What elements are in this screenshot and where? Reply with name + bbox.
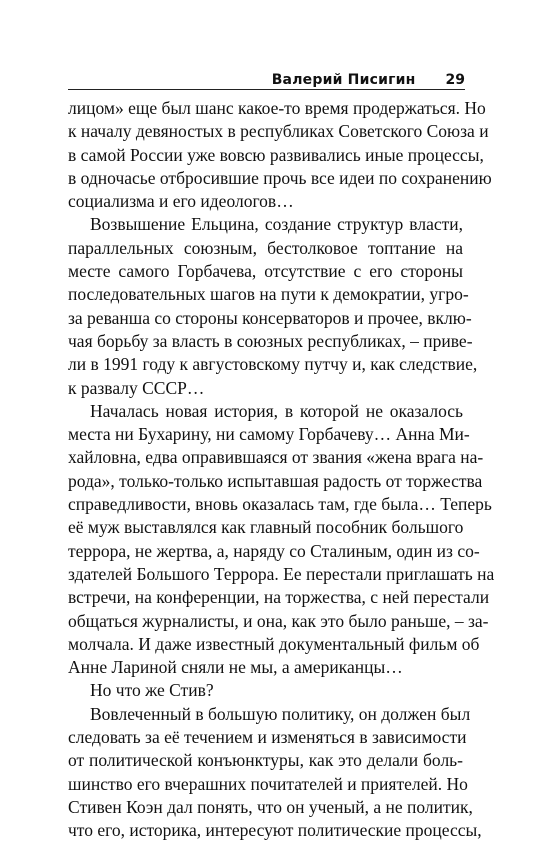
text-line: места ни Бухарину, ни самому Горбачеву… Анна Ми- (68, 424, 470, 445)
text-line: Началась новая история, в которой не оказалось (90, 400, 463, 421)
text-line: за реванша со стороны консерваторов и прочее, вклю- (68, 307, 472, 328)
text-line: что его, историка, интересуют политические процессы, (68, 820, 482, 841)
text-line: к началу девяностых в республиках Советского Союза и (68, 121, 489, 142)
text-line: последовательных шагов на пути к демократии, угро- (68, 284, 469, 305)
text-line: в самой России уже вовсю развивались иные процессы, (68, 144, 484, 165)
text-line: справедливости, вновь оказалась там, где была… Теперь (68, 494, 492, 515)
text-line: чая борьбу за власть в союзных республиках, – приве- (68, 330, 473, 351)
text-line: террора, не жертва, а, наряду со Сталиным, один из со- (68, 540, 480, 561)
text-line: следовать за её течением и изменяться в зависимости (68, 727, 467, 748)
text-line: от политической конъюнктуры, как это делали боль- (68, 750, 463, 771)
text-line: общаться журналисты, и она, как это было раньше, – за- (68, 610, 489, 631)
text-line: Анне Лариной сняли не мы, а американцы… (68, 657, 403, 678)
text-line: рода», только-только испытавшая радость от торжества (68, 470, 483, 491)
text-line: в одночасье отбросившие прочь все идеи по сохранению (68, 167, 492, 188)
body-text (68, 97, 495, 843)
text-line: к развалу СССР… (68, 377, 205, 398)
text-line: здателей Большого Террора. Ее перестали приглашать на (68, 563, 495, 584)
text-line: молчала. И даже известный документальный фильм об (68, 633, 480, 654)
text-line: месте самого Горбачева, отсутствие с его стороны (68, 261, 463, 282)
text-line: лицом» еще был шанс какое-то время продержаться. Но (68, 98, 486, 118)
text-line: Вовлеченный в большую политику, он должен был (90, 703, 471, 724)
text-line: ли в 1991 году к августовскому путчу и, как следствие, (68, 354, 478, 375)
text-line: хайловна, едва оправившаяся от звания «жена врага на- (68, 447, 484, 468)
text-line: её муж выставлялся как главный пособник большого (68, 517, 464, 538)
page-number: 29 (445, 72, 465, 88)
text-line: параллельных союзным, бестолковое топтание на (68, 237, 463, 258)
text-line: Стивен Коэн дал понять, что он ученый, а не политик, (68, 796, 473, 817)
text-line: социализма и его идеологов… (68, 191, 294, 212)
running-header (68, 62, 465, 88)
text-line: шинство его вчерашних почитателей и приятелей. Но (68, 773, 468, 794)
text-line: Возвышение Ельцина, создание структур власти, (90, 214, 463, 235)
text-line: встречи, на конференции, на торжества, с ней перестали (68, 587, 490, 608)
text-line: Но что же Стив? (90, 680, 214, 701)
header-rule (68, 89, 465, 90)
header-author: Валерий Писигин (271, 72, 416, 88)
